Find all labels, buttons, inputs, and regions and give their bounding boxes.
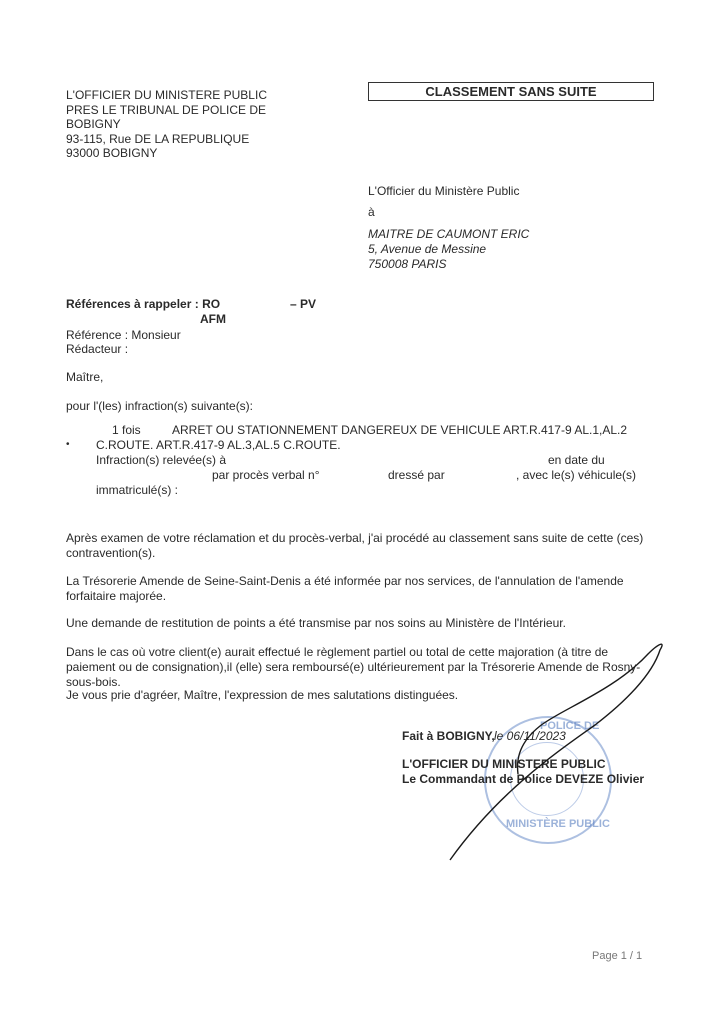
pv-label: – PV [290, 297, 317, 311]
paragraph-tresorerie: La Trésorerie Amende de Seine-Saint-Denis a été informée par nos services, de l'annulation de l'amende forfaitaire majorée. [66, 574, 624, 603]
from-label: L'Officier du Ministère Public [368, 184, 520, 198]
recipient-street: 5, Avenue de Messine [368, 242, 487, 256]
page-number: Page 1 / 1 [592, 950, 643, 962]
infraction-pv-num: par procès verbal n° [212, 468, 320, 482]
bullet-icon: • [66, 439, 70, 450]
infraction-dresse: dressé par [388, 468, 445, 482]
fait-a: Fait à BOBIGNY, [402, 729, 495, 743]
paragraph-points: Une demande de restitution de points a été transmise par nos soins au Ministère de l'Intérieur. [66, 616, 566, 630]
infraction-en-date: en date du [548, 453, 605, 467]
sender-line: BOBIGNY [66, 117, 121, 132]
paragraph-examen: Après examen de votre réclamation et du procès-verbal, j'ai procédé au classement sans suite de cette (ces) contravention(s). [66, 531, 644, 560]
paragraph-remboursement: Dans le cas où votre client(e) aurait effectué le règlement partiel ou total de cette majoration (à titre de paiement ou de consignation),il (elle) sera remboursé(e) ultérieurement par la Trésorerie Amende de Rosny-sous-bois. [66, 645, 641, 689]
infraction-immat: immatriculé(s) : [96, 483, 179, 497]
signature-officer: L'OFFICIER DU MINISTERE PUBLIC [402, 757, 606, 771]
handwritten-signature [420, 630, 680, 870]
sender-line: 93-115, Rue DE LA REPUBLIQUE [66, 131, 250, 146]
to-word: à [368, 205, 375, 219]
infraction-count: 1 fois [112, 423, 141, 437]
afm-label: AFM [200, 312, 226, 326]
document-title: CLASSEMENT SANS SUITE [368, 82, 654, 101]
sender-line: L'OFFICIER DU MINISTERE PUBLIC [66, 88, 267, 102]
sender-address [66, 88, 267, 161]
sender-line: 93000 BOBIGNY [66, 146, 158, 161]
stamp-bottom-text: MINISTÈRE PUBLIC [506, 818, 610, 830]
signature-commandant: Le Commandant de Police DEVEZE Olivier [402, 772, 645, 786]
references-label: Références à rappeler : RO [66, 297, 221, 311]
infraction-vehicule: , avec le(s) véhicule(s) [516, 468, 637, 482]
redacteur-label: Rédacteur : [66, 342, 129, 356]
infraction-line2: C.ROUTE. ART.R.417-9 AL.3,AL.5 C.ROUTE. [96, 438, 341, 452]
stamp-top-text: POLICE DE [540, 720, 600, 732]
salutation: Maître, [66, 370, 104, 384]
recipient-name: MAITRE DE CAUMONT ERIC [368, 227, 530, 241]
reference-monsieur: Référence : Monsieur [66, 328, 181, 342]
sender-line: PRES LE TRIBUNAL DE POLICE DE [66, 102, 267, 117]
signature-date: le 06/11/2023 [494, 729, 566, 743]
paragraph-salutations: Je vous prie d'agréer, Maître, l'expression de mes salutations distinguées. [66, 688, 459, 702]
infraction-line1: ARRET OU STATIONNEMENT DANGEREUX DE VEHICULE ART.R.417-9 AL.1,AL.2 [172, 423, 628, 437]
infraction-releve: Infraction(s) relevée(s) à [96, 453, 227, 467]
recipient-city: 750008 PARIS [368, 257, 447, 271]
infractions-intro: pour l'(les) infraction(s) suivante(s): [66, 399, 254, 413]
